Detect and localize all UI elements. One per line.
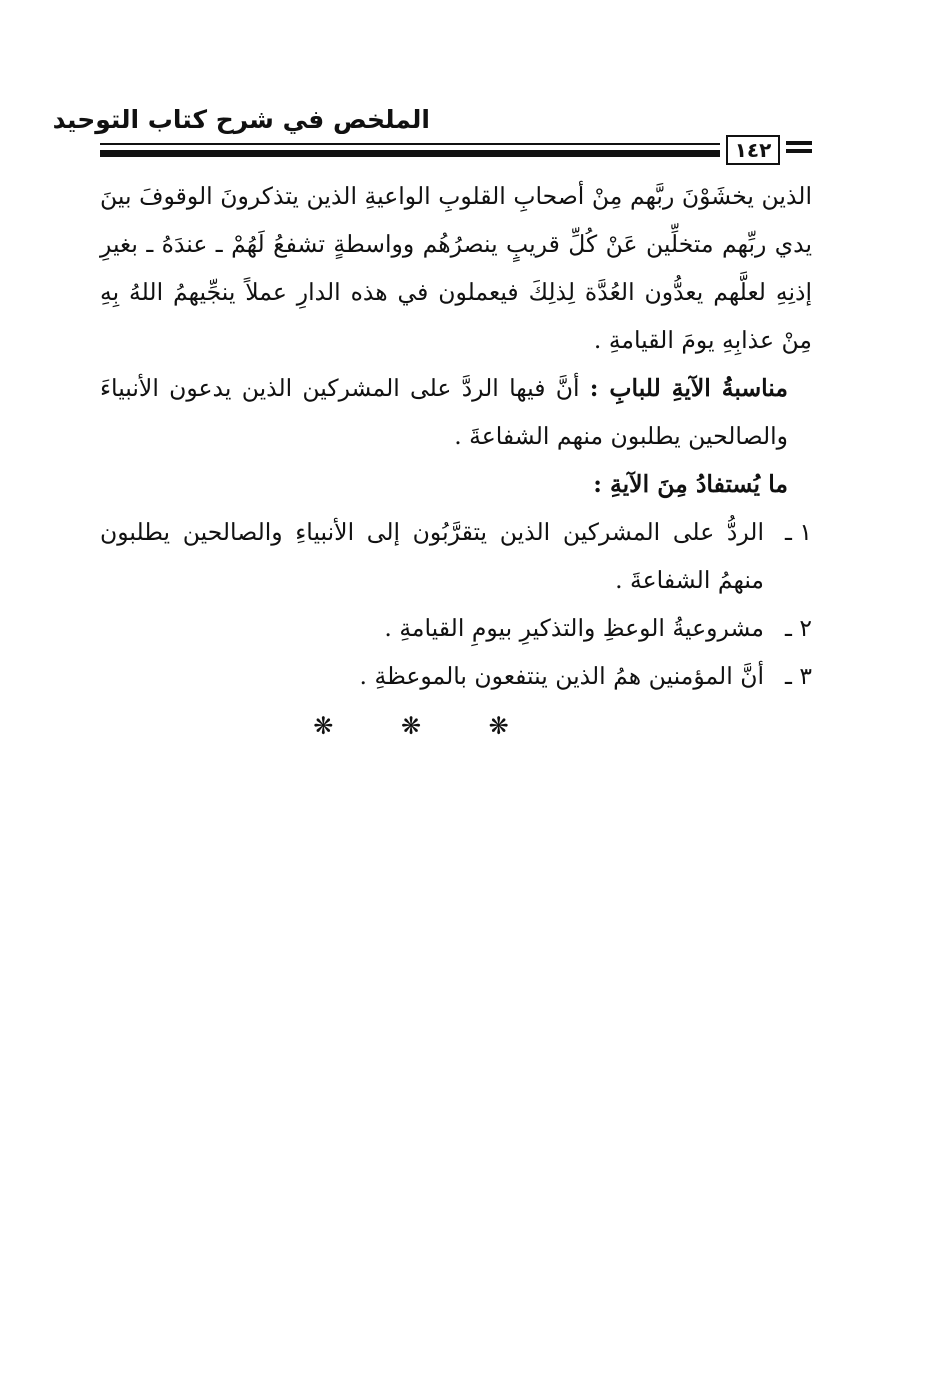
header-rule-thick [100, 150, 720, 157]
benefits-heading: ما يُستفادُ مِنَ الآيةِ : [593, 470, 788, 498]
body-text [100, 172, 812, 750]
list-item-text: مشروعيةُ الوعظِ والتذكيرِ بيومِ القيامةِ . [384, 614, 764, 642]
section-separator: ❋ ❋ ❋ [313, 712, 539, 740]
list-item-number: ٣ ـ [785, 662, 812, 690]
list-item [100, 652, 812, 700]
page-number: ١٤٢ [726, 135, 780, 165]
list-item-number: ٢ ـ [785, 614, 812, 642]
paragraph-relevance [100, 364, 812, 460]
running-title: الملخص في شرح كتاب التوحيد [52, 105, 430, 134]
paragraph-commentary: الذين يخشَوْنَ ربَّهم مِنْ أصحابِ القلوبِ الواعيةِ الذين يتذكرونَ الوقوفَ بينَ يدي ربِّهم متخلِّين عَنْ كُلِّ قريبٍ ينصرُهُم وواسطةٍ تشفعُ لَهُمْ ـ عندَهُ ـ بغيرِ إذنِهِ لعلَّهم يعدُّون العُدَّة لِذلِكَ فيعملون في هذه الدارِ عملاً ينجِّيهمُ اللهُ بِهِ مِنْ عذابِهِ يومَ القيامةِ . [100, 182, 813, 354]
relevance-text: أنَّ فيها الردَّ على المشركين الذين يدعون الأنبياءَ والصالحين يطلبون منهم الشفاعةَ . [100, 374, 788, 450]
relevance-heading: مناسبةُ الآيةِ للبابِ : [589, 374, 788, 402]
list-item [100, 508, 812, 604]
header-ornament [786, 141, 812, 157]
list-item-text: أنَّ المؤمنين همُ الذين ينتفعون بالموعظةِ . [359, 662, 764, 690]
header-rule-thin [100, 143, 720, 145]
list-item [100, 604, 812, 652]
list-item-number: ١ ـ [785, 518, 812, 546]
list-item-text: الردُّ على المشركين الذين يتقرَّبُون إلى الأنبياءِ والصالحين يطلبون منهمُ الشفاعةَ . [100, 518, 764, 594]
